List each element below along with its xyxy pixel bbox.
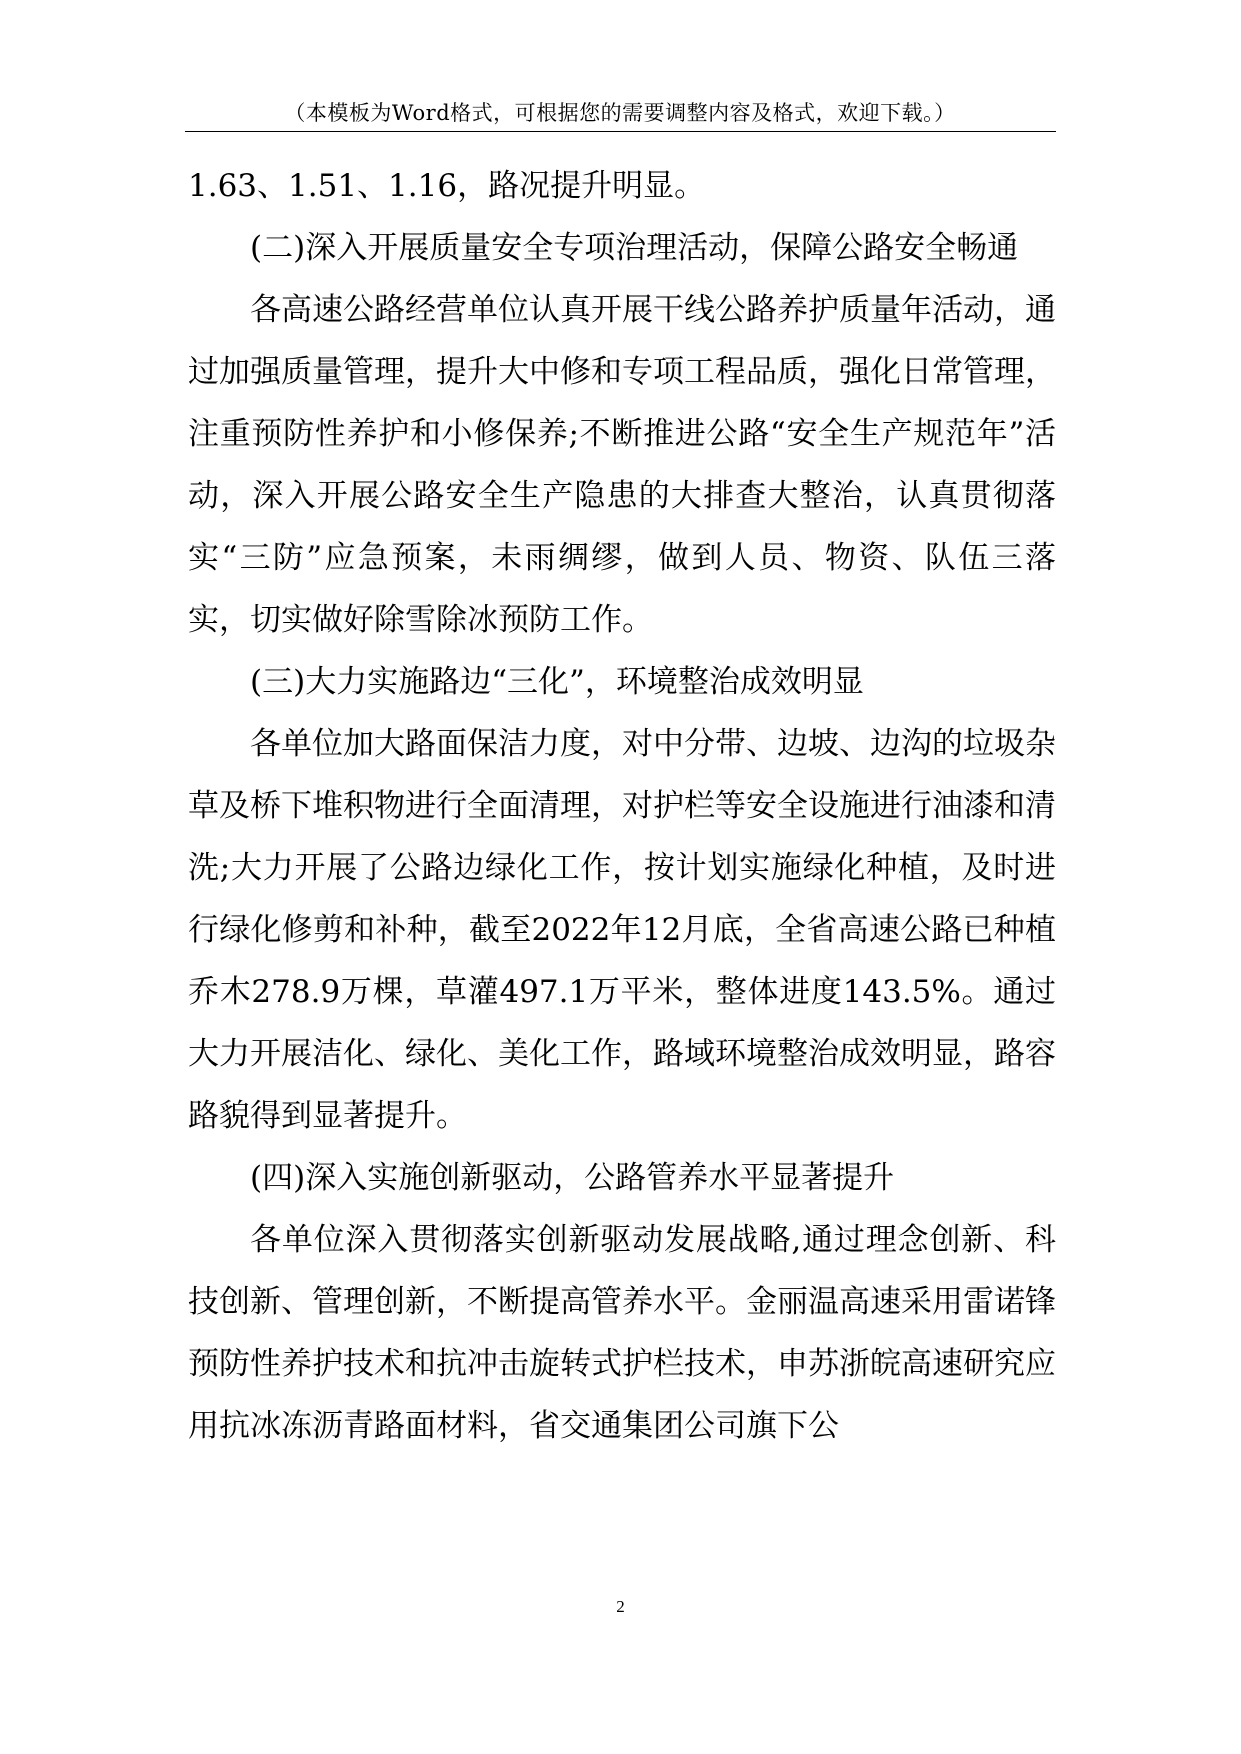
template-header-note: （本模板为Word格式，可根据您的需要调整内容及格式，欢迎下载。） [284,101,956,125]
section-heading-3: (三)大力实施路边“三化”，环境整治成效明显 [250,664,864,700]
section-heading-2: (二)深入开展质量安全专项治理活动，保障公路安全畅通 [250,230,1019,266]
header-divider [185,131,1056,132]
body-text [188,155,1056,1457]
paragraph-innovation: 各单位深入贯彻落实创新驱动发展战略,通过理念创新、科技创新、管理创新，不断提高管养水平。金丽温高速采用雷诺锋预防性养护技术和抗冲击旋转式护栏技术，申苏浙皖高速研究应用抗冰冻沥青路面材料，省交通集团公司旗下公 [188,1222,1056,1444]
paragraph-quality-safety: 各高速公路经营单位认真开展干线公路养护质量年活动，通过加强质量管理，提升大中修和专项工程品质，强化日常管理，注重预防性养护和小修保养;不断推进公路“安全生产规范年”活动，深入开展公路安全生产隐患的大排查大整治，认真贯彻落实“三防”应急预案，未雨绸缪，做到人员、物资、队伍三落实，切实做好除雪除冰预防工作。 [188,292,1056,638]
paragraph-environment: 各单位加大路面保洁力度，对中分带、边坡、边沟的垃圾杂草及桥下堆积物进行全面清理，对护栏等安全设施进行油漆和清洗;大力开展了公路边绿化工作，按计划实施绿化种植，及时进行绿化修剪和补种，截至2022年12月底，全省高速公路已种植乔木278.9万棵，草灌497.1万平米，整体进度143.5%。通过大力开展洁化、绿化、美化工作，路域环境整治成效明显，路容路貌得到显著提升。 [188,726,1056,1134]
section-heading-4: (四)深入实施创新驱动，公路管养水平显著提升 [250,1160,895,1196]
page-number: 2 [616,1597,625,1616]
paragraph-continuation: 1.63、1.51、1.16，路况提升明显。 [188,168,706,204]
